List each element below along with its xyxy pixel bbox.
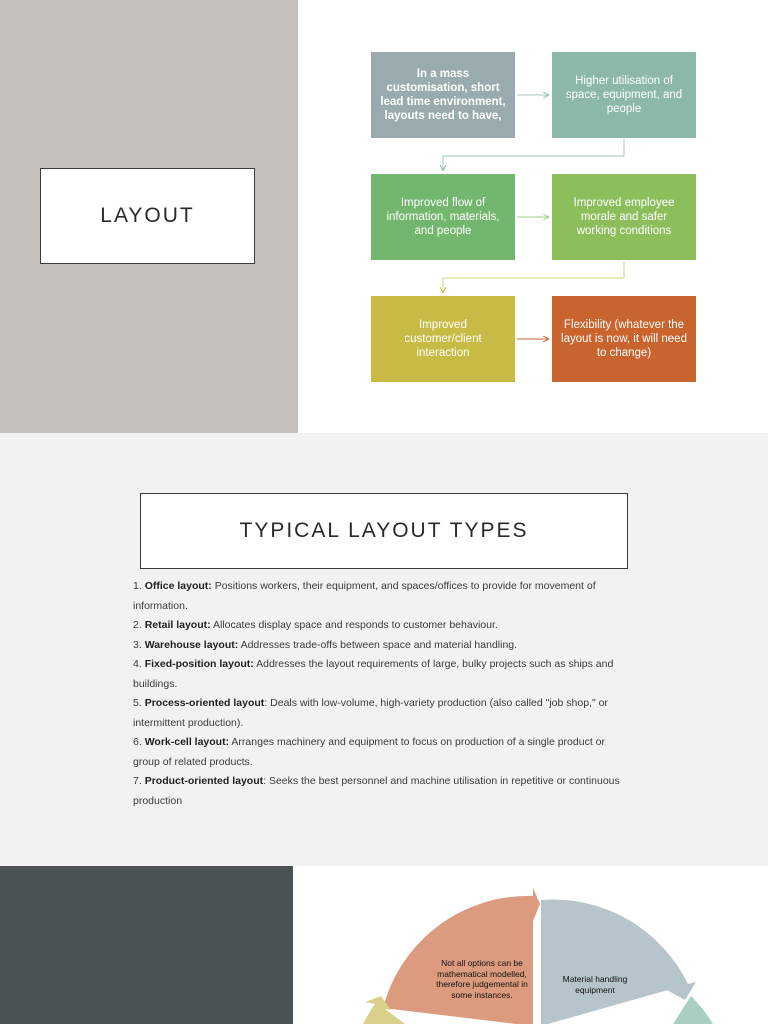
slide-cycle	[0, 866, 768, 1024]
flow-box-utilisation: Higher utilisation of space, equipment, and people	[552, 52, 696, 138]
flow-box-morale: Improved employee morale and safer working conditions	[552, 174, 696, 260]
slide-title: LAYOUT	[40, 168, 255, 264]
list-item: 3. Warehouse layout: Addresses trade-offs between space and material handling.	[133, 638, 518, 651]
connector-4-5	[443, 261, 624, 292]
flow-box-flow: Improved flow of information, materials, and people	[371, 174, 515, 260]
left-panel	[0, 866, 293, 1024]
list-item: 4. Fixed-position layout: Addresses the layout requirements of large, bulky projects such as ships and buildings.	[133, 658, 614, 690]
segment-label-material-handling: Material handling equipment	[562, 974, 628, 995]
segment-label-judgement: Not all options can be mathematical modelled, therefore judgemental in some instances.	[436, 958, 528, 1000]
slide-layout-types	[0, 433, 768, 866]
list-item: 2. Retail layout: Allocates display space and responds to customer behaviour.	[133, 619, 498, 631]
flow-box-flexibility: Flexibility (whatever the layout is now, it will need to change)	[552, 296, 696, 382]
list-item: 6. Work-cell layout: Arranges machinery and equipment to focus on production of a single product or group of related products.	[133, 736, 605, 768]
cycle-segment-material-handling	[541, 900, 696, 1024]
layout-types-list	[133, 577, 623, 811]
slide-layout	[0, 0, 768, 433]
list-item: 7. Product-oriented layout: Seeks the best personnel and machine utilisation in repetitive or continuous production	[133, 775, 620, 807]
slide-title: TYPICAL LAYOUT TYPES	[140, 493, 628, 569]
connector-2-3	[443, 139, 624, 170]
flow-box-intro: In a mass customisation, short lead time environment, layouts need to have,	[371, 52, 515, 138]
cycle-diagram	[293, 866, 768, 1024]
list-item: 5. Process-oriented layout: Deals with low-volume, high-variety production (also called "job shop," or intermittent production).	[133, 697, 608, 729]
flow-box-customer: Improved customer/client interaction	[371, 296, 515, 382]
cycle-segment-judgement	[383, 888, 540, 1024]
list-item: 1. Office layout: Positions workers, their equipment, and spaces/offices to provide for movement of information.	[133, 580, 596, 612]
cycle-segment-right	[673, 996, 713, 1024]
